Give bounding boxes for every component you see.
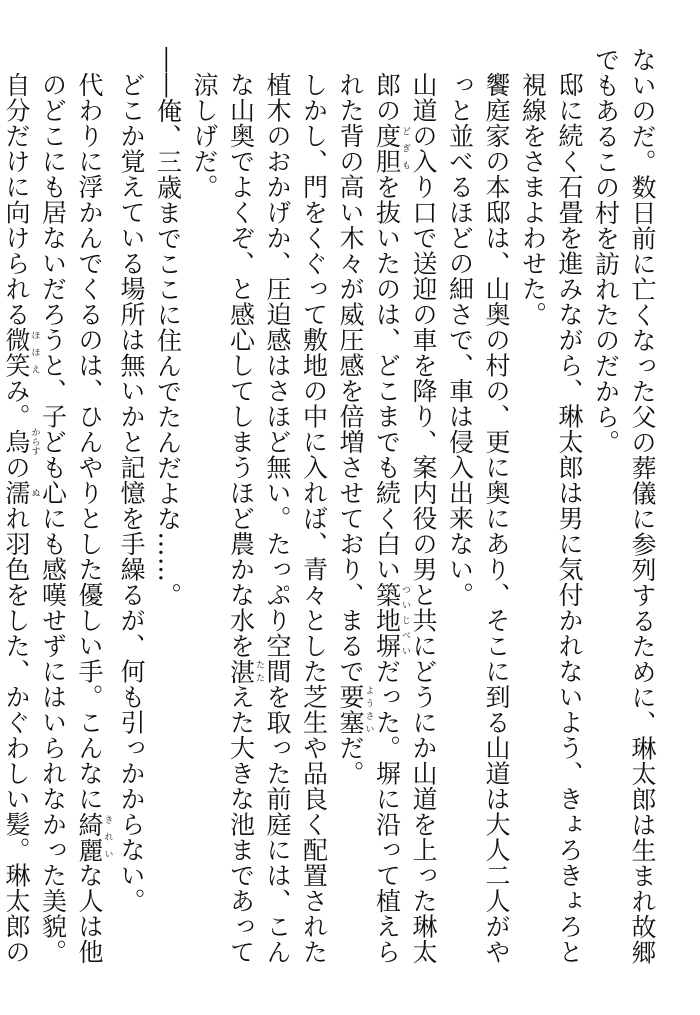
paragraph (332, 47, 442, 967)
ruby-base: 要塞 (336, 684, 365, 735)
ruby-word (2, 480, 40, 506)
paragraph (514, 47, 587, 967)
text-run: れ羽色をした、かぐわしい髪。琳太郎の (2, 505, 31, 965)
ruby-reading: からす (29, 427, 40, 456)
ruby-reading: ほほえ (29, 327, 40, 378)
ruby-reading: どぎも (400, 123, 410, 174)
ruby-reading: ようさい (363, 684, 374, 735)
paragraph (0, 47, 113, 967)
text-run: み。 (2, 378, 31, 429)
ruby-word (372, 582, 410, 659)
ruby-base: 綺麗 (75, 811, 104, 863)
ruby-base: 烏 (2, 427, 31, 456)
ruby-reading: ついじべい (400, 582, 410, 659)
ruby-reading: きれい (102, 811, 113, 863)
text-run: の (2, 454, 31, 480)
ruby-reading: たた (254, 658, 264, 684)
paragraph (587, 47, 660, 967)
ruby-word (2, 327, 40, 378)
ruby-reading: ぬ (29, 480, 40, 506)
ruby-base: 濡 (2, 480, 31, 506)
text-run: 邸に続く石畳を進みながら、琳太郎は男に気付かれないよう、きょろきょろと視線をさまよわせた。 (518, 72, 584, 965)
ruby-base: 度胆 (372, 123, 402, 174)
ruby-base: 湛 (226, 658, 256, 684)
paragraph (113, 47, 150, 967)
text-run: 代わりに浮かんでくるのは、ひんやりとした優しい手。こんなに (75, 72, 104, 812)
vertical-body-text (0, 47, 660, 967)
text-run: だった。塀に沿って植えられた背の高い木々が威圧感を倍増させており、まるで (336, 72, 402, 965)
text-run: どこか覚えている場所は無いかと記憶を手繰るが、何も引っかからない。 (117, 72, 146, 914)
text-run: ――俺、三歳までここに住んでたんだよな……。 (153, 47, 183, 608)
paragraph (186, 47, 332, 967)
ruby-word (336, 684, 374, 735)
text-run: な人は他のどこにも居ないだろうと、子ども心にも感嘆せずにはいられなかった美貌。自分だけに向けられる (2, 72, 104, 965)
ruby-word (75, 811, 113, 863)
text-run: えた大きな池まであって涼しげだ。 (190, 72, 256, 965)
ruby-base: 築地塀 (372, 582, 402, 659)
ruby-base: 微笑 (2, 327, 31, 378)
paragraph (441, 47, 514, 967)
text-run: だ。 (336, 735, 365, 786)
ruby-word (372, 123, 410, 174)
text-run: しかし、門をくぐって敷地の中に入れば、青々とした芝生や品良く配置された植木のおかげか、圧迫感はさほど無い。たっぷり空間を取った前庭には、こんな山奥でよくぞ、と感心してしまうほど農かな水を (226, 72, 329, 965)
ruby-word (226, 658, 264, 685)
text-run: 饗庭家の本邸は、山奥の村の、更に奥にあり、そこに到る山道は大人二人がやっと並べるほどの細さで、車は侵入出来ない。 (445, 72, 511, 965)
text-run: 山道の入り口で送迎の車を降り、案内役の男と共にどうにか山道を上った琳太郎の (372, 72, 438, 965)
ruby-word (2, 427, 40, 456)
text-run: ないのだ。数日前に亡くなった父の葬儀に参列するために、琳太郎は生まれ故郷でもあるこの村を訪れたのだから。 (591, 47, 657, 965)
paragraph (149, 47, 186, 967)
text-run: を抜いたのは、どこまでも続く白い (372, 174, 402, 582)
